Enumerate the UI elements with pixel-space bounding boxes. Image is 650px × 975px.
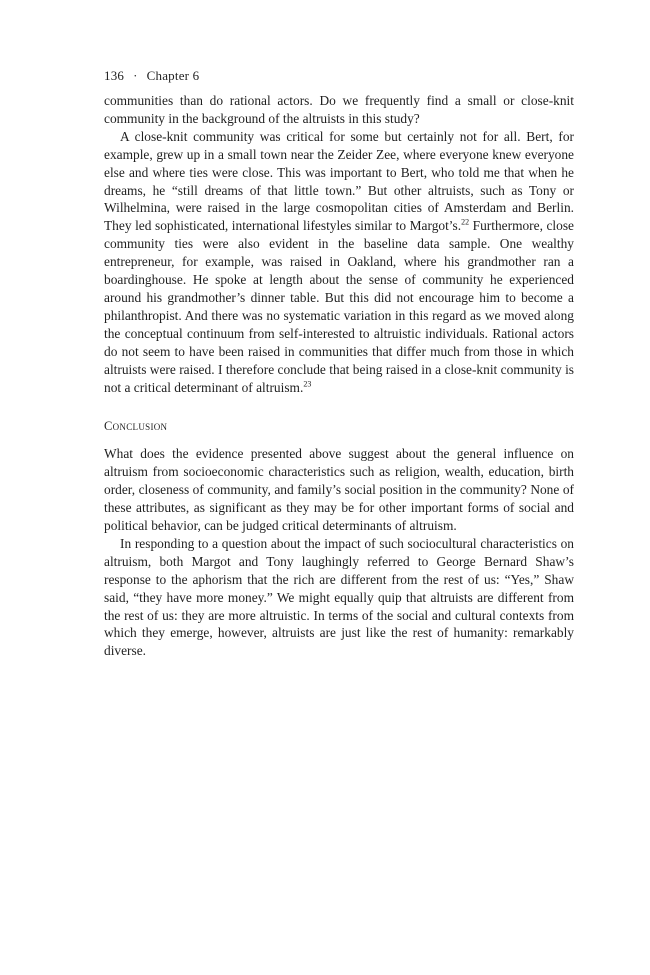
- section-heading: Conclusion: [104, 419, 168, 434]
- book-page: [104, 66, 574, 660]
- chapter-label: Chapter 6: [146, 68, 200, 83]
- paragraph-conclusion-2: In responding to a question about the impact of such sociocultural characteristics on altruism, both Margot and Tony laughingly referred to George Bernard Shaw’s response to the aphorism that the rich are different from the rest of us: “Yes,” Shaw said, “they have more money.” We might equally quip that altruists are different from the rest of us: they are more altruistic. In terms of the social and cultural contexts from which they emerge, however, altruists are just like the rest of humanity: remarkably diverse.: [104, 535, 574, 659]
- paragraph-conclusion-1: What does the evidence presented above suggest about the general influence on altruism from socioeconomic characteristics such as religion, wealth, education, birth order, closeness of community, and family’s social position in the community? None of these attributes, as significant as they may be for other important forms of social and political behavior, can be judged critical determinants of altruism.: [104, 446, 574, 534]
- paragraph-continuation: communities than do rational actors. Do we frequently find a small or close-knit community in the background of the altruists in this study?: [104, 93, 574, 126]
- footnote-ref-23: 23: [303, 379, 312, 389]
- running-head: [104, 66, 574, 86]
- header-separator: ·: [133, 68, 138, 83]
- page-number: 136: [104, 68, 125, 83]
- paragraph-text: A close-knit community was critical for some but certainly not for all. Bert, for example, grew up in a small town near the Zeider Zee, where everyone knew everyone else and where ties were close. This was important to Bert, who told me that when he dreams, he “still dreams of that little town.” But other altruists, such as Tony or Wilhelmina, were raised in the large cosmopolitan cities of Amsterdam and Berlin. They led sophisticated, international lifestyles similar to Margot’s.: [104, 128, 574, 234]
- paragraph-text: Furthermore, close community ties were also evident in the baseline data sample. One wealthy entrepreneur, for example, was raised in Oakland, where his grandmother ran a boardinghouse. He spoke at length about the sense of community he experienced around his grandmother’s dinner table. But this did not encourage him to become a philanthropist. And there was no systematic variation in this regard as we moved along the conceptual continuum from self-interested to altruistic individuals. Rational actors do not seem to have been raised in communities that differ much from those in which altruists were raised. I therefore conclude that being raised in a close-knit community is not a critical determinant of altruism.: [104, 218, 574, 395]
- paragraph-community: [104, 128, 574, 397]
- footnote-ref-22: 22: [461, 217, 470, 227]
